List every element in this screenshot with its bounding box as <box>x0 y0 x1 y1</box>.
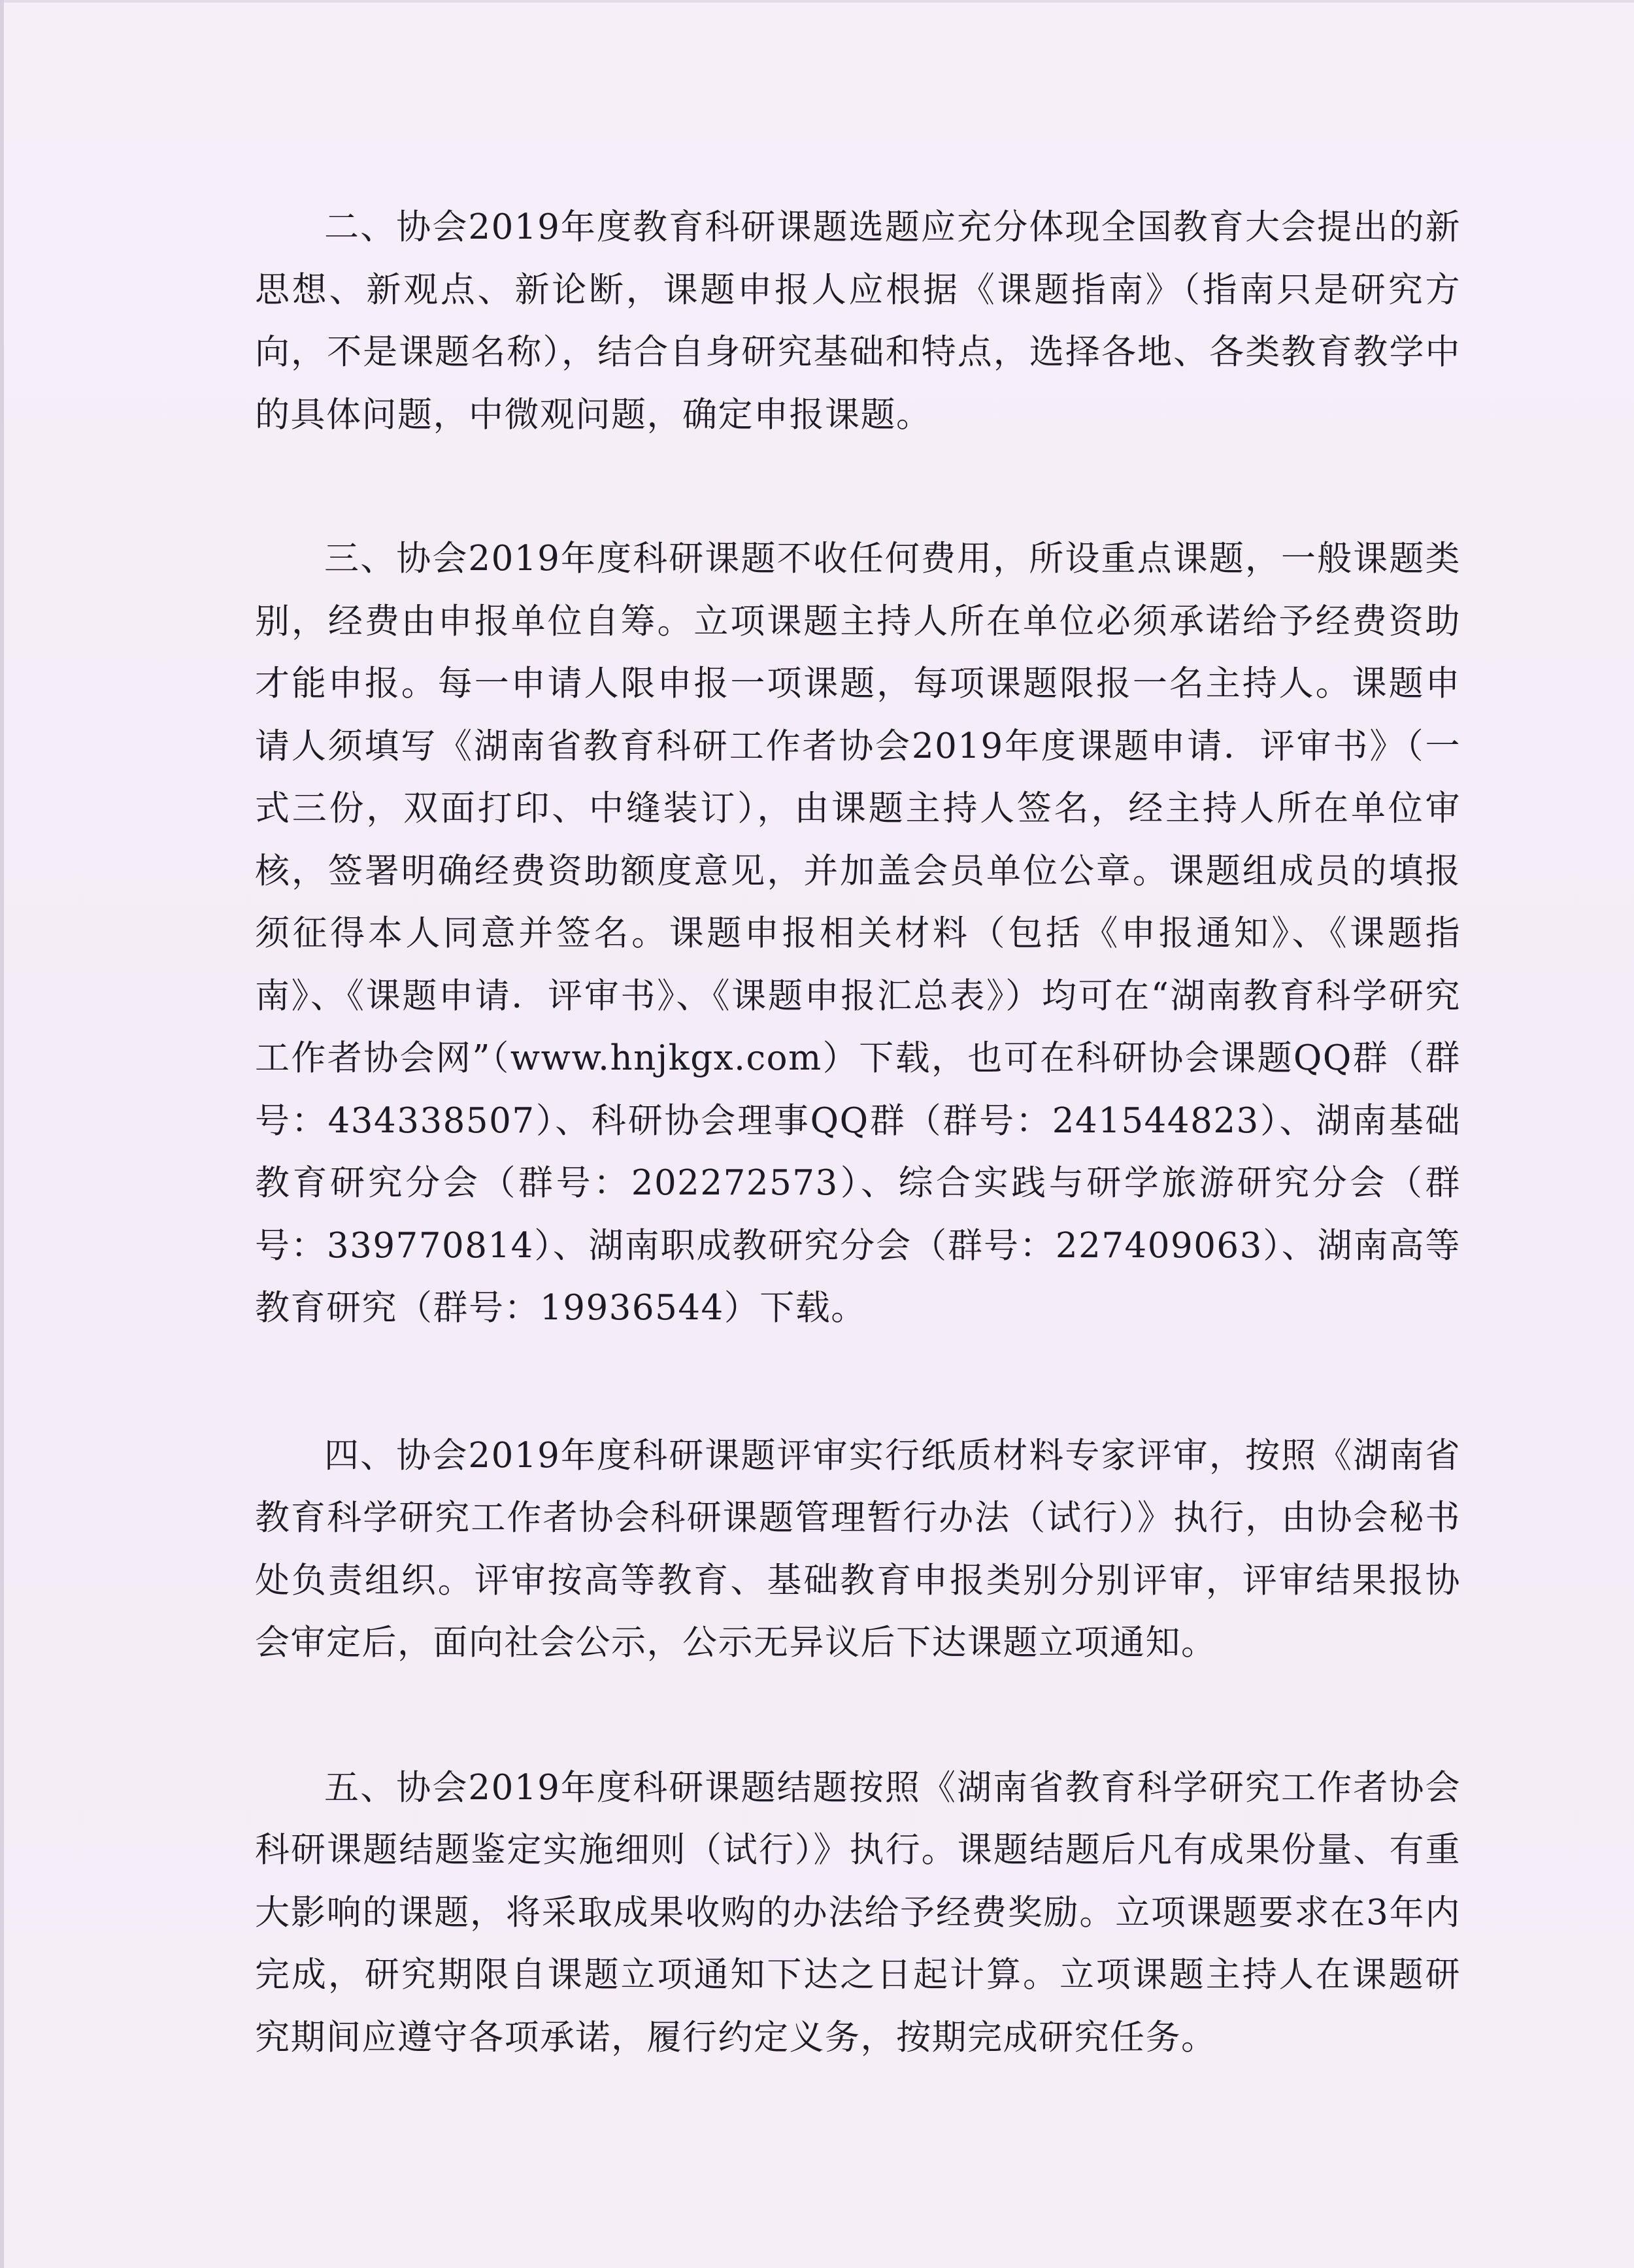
paragraph-3-fees-and-application: 三、协会2019年度科研课题不收任何费用，所设重点课题，一般课题类别，经费由申报单位自筹。立项课题主持人所在单位必须承诺给予经费资助才能申报。每一申请人限申报一项课题，每项课题限报一名主持人。课题申请人须填写《湖南省教育科研工作者协会2019年度课题申请．评审书》（一式三份，双面打印、中缝装订），由课题主持人签名，经主持人所在单位审核，签署明确经费资助额度意见，并加盖会员单位公章。课题组成员的填报须征得本人同意并签名。课题申报相关材料（包括《申报通知》、《课题指南》、《课题申请．评审书》、《课题申报汇总表》）均可在“湖南教育科学研究工作者协会网”（www.hnjkgx.com）下载，也可在科研协会课题QQ群（群号：434338507）、科研协会理事QQ群（群号：241544823）、湖南基础教育研究分会（群号：202272573）、综合实践与研学旅游研究分会（群号：339770814）、湖南职成教研究分会（群号：227409063）、湖南高等教育研究（群号：19936544）下载。 <box>255 539 1461 1328</box>
scan-edge-top <box>0 0 1634 3</box>
paragraph-5-completion: 五、协会2019年度科研课题结题按照《湖南省教育科学研究工作者协会科研课题结题鉴定实施细则（试行）》执行。课题结题后凡有成果份量、有重大影响的课题，将采取成果收购的办法给予经费奖励。立项课题要求在3年内完成，研究期限自课题立项通知下达之日起计算。立项课题主持人在课题研究期间应遵守各项承诺，履行约定义务，按期完成研究任务。 <box>255 1767 1461 2057</box>
document-body <box>255 196 1461 2152</box>
scan-edge-left <box>0 0 4 2268</box>
paragraph-4-review: 四、协会2019年度科研课题评审实行纸质材料专家评审，按照《湖南省教育科学研究工作者协会科研课题管理暂行办法（试行）》执行，由协会秘书处负责组织。评审按高等教育、基础教育申报类别分别评审，评审结果报协会审定后，面向社会公示，公示无异议后下达课题立项通知。 <box>255 1435 1461 1663</box>
paragraph-2-topic-selection: 二、协会2019年度教育科研课题选题应充分体现全国教育大会提出的新思想、新观点、新论断，课题申报人应根据《课题指南》（指南只是研究方向，不是课题名称），结合自身研究基础和特点，选择各地、各类教育教学中的具体问题，中微观问题，确定申报课题。 <box>255 207 1461 435</box>
